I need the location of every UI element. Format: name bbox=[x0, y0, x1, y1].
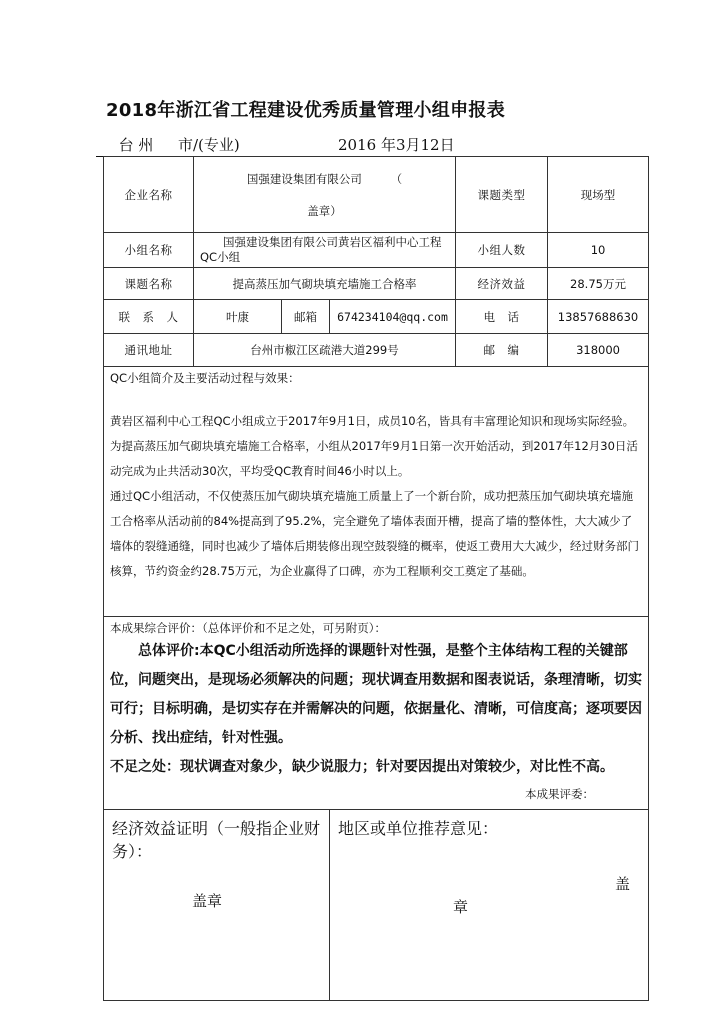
contact-label: 联 系 人 bbox=[104, 300, 194, 334]
evaluation-heading: 本成果综合评价：（总体评价和不足之处，可另附页）： bbox=[110, 621, 386, 635]
submission-date: 2016 年3月12日 bbox=[338, 136, 455, 154]
postcode-label: 邮 编 bbox=[456, 334, 548, 367]
intro-section bbox=[104, 367, 649, 617]
topic-type-label: 课题类型 bbox=[456, 157, 548, 233]
city-suffix: 市/(专业) bbox=[178, 136, 240, 154]
intro-heading: QC小组简介及主要活动过程与效果： bbox=[110, 371, 300, 385]
application-table bbox=[103, 156, 649, 1001]
intro-paragraph-1: 黄岩区福利中心工程QC小组成立于2017年9月1日，成员10名，皆具有丰富理论知识和现场实际经验。为提高蒸压加气砌块填充墙施工合格率，小组从2017年9月1日第一次开始活动，到2017年12月30日活动完成为止共活动30次，平均受QC教育时间46小时以上。 bbox=[110, 414, 638, 478]
company-row bbox=[104, 157, 649, 233]
contact-value: 叶康 bbox=[194, 300, 282, 334]
intro-paragraph-2: 通过QC小组活动，不仅使蒸压加气砌块填充墙施工质量上了一个新台阶，成功把蒸压加气砌块填充墙施工合格率从活动前的84%提高到了95.2%，完全避免了墙体表面开槽，提高了墙的整体性，大大减少了墙体的裂缝通缝，同时也减少了墙体后期装修出现空鼓裂缝的概率，使返工费用大大减少，经过财务部门核算，节约资金约28.75万元，为企业赢得了口碑，亦为工程顺利交工奠定了基础。 bbox=[110, 489, 639, 578]
email-label: 邮箱 bbox=[282, 300, 330, 334]
recommendation-seal-part2: 章 bbox=[453, 898, 469, 916]
company-seal-note: 盖章） bbox=[307, 203, 342, 218]
company-label: 企业名称 bbox=[104, 157, 194, 233]
contact-row bbox=[104, 300, 649, 334]
postcode-value: 318000 bbox=[548, 334, 649, 367]
address-row bbox=[104, 334, 649, 367]
group-value: 国强建设集团有限公司黄岩区福利中心工程QC小组 bbox=[194, 233, 456, 268]
subject-row bbox=[104, 268, 649, 300]
phone-label: 电 话 bbox=[456, 300, 548, 334]
economic-proof-cell bbox=[104, 810, 330, 1001]
benefit-label: 经济效益 bbox=[456, 268, 548, 300]
recommendation-seal-part1: 盖 bbox=[615, 875, 631, 893]
subject-value: 提高蒸压加气砌块填充墙施工合格率 bbox=[194, 268, 456, 300]
subject-label: 课题名称 bbox=[104, 268, 194, 300]
address-label: 通讯地址 bbox=[104, 334, 194, 367]
evaluation-row bbox=[104, 617, 649, 810]
group-label: 小组名称 bbox=[104, 233, 194, 268]
topic-type-value: 现场型 bbox=[548, 157, 649, 233]
group-row bbox=[104, 233, 649, 268]
recommendation-cell bbox=[330, 810, 649, 1001]
evaluation-section bbox=[104, 617, 649, 810]
evaluation-shortcoming: 不足之处：现状调查对象少，缺少说服力；针对要因提出对策较少，对比性不高。 bbox=[110, 759, 614, 775]
address-value: 台州市椒江区疏港大道299号 bbox=[194, 334, 456, 367]
company-name: 国强建设集团有限公司 （ bbox=[246, 171, 403, 186]
phone-value: 13857688630 bbox=[548, 300, 649, 334]
email-value: 674234104@qq.com bbox=[330, 300, 456, 334]
evaluation-signer: 本成果评委： bbox=[525, 787, 595, 801]
bottom-row bbox=[104, 810, 649, 1001]
economic-proof-seal: 盖章 bbox=[192, 892, 223, 910]
members-label: 小组人数 bbox=[456, 233, 548, 268]
city-field: 台 州 bbox=[96, 134, 176, 157]
intro-row bbox=[104, 367, 649, 617]
evaluation-overall: 总体评价:本QC小组活动所选择的课题针对性强，是整个主体结构工程的关键部位，问题突出，是现场必须解决的问题；现状调查用数据和图表说话，条理清晰，切实可行；目标明确，是切实存在并需解决的问题，依据量化、清晰，可信度高；逐项要因分析、找出症结，针对性强。 bbox=[110, 643, 642, 746]
recommendation-heading: 地区或单位推荐意见： bbox=[338, 819, 499, 838]
members-value: 10 bbox=[548, 233, 649, 268]
economic-proof-heading: 经济效益证明（一般指企业财务）： bbox=[112, 819, 321, 861]
form-title: 2018年浙江省工程建设优秀质量管理小组申报表 bbox=[106, 100, 505, 121]
benefit-value: 28.75万元 bbox=[548, 268, 649, 300]
company-value bbox=[194, 157, 456, 233]
